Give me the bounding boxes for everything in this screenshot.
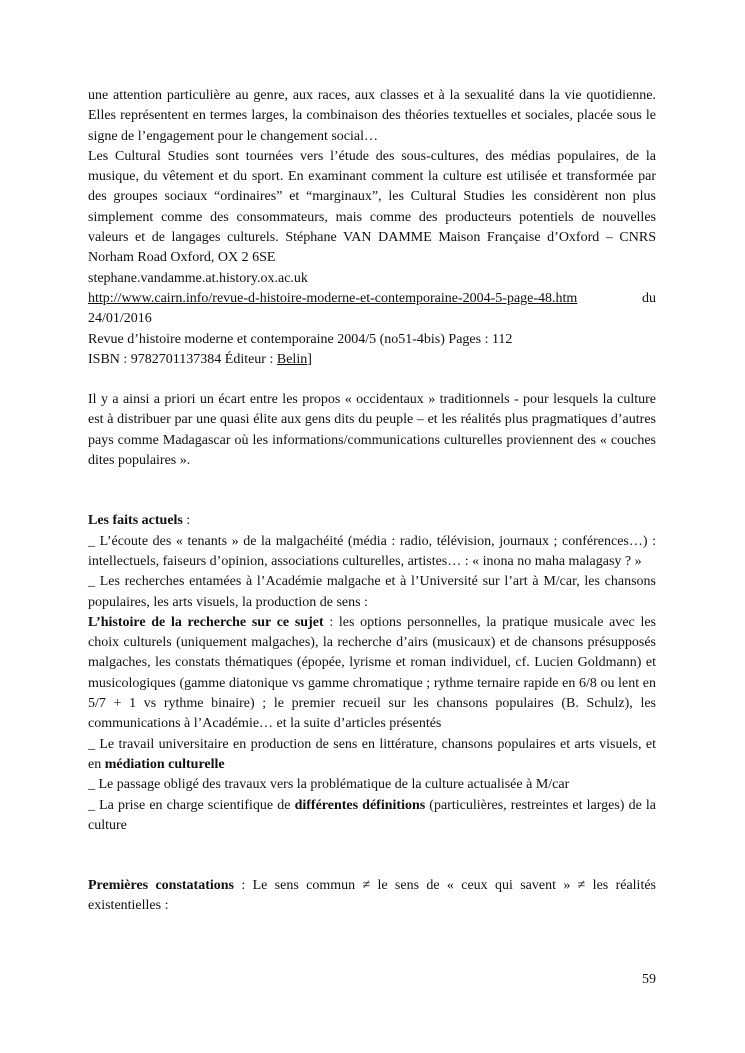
histoire-paragraph [88, 613, 656, 735]
faits-item-3 [88, 735, 656, 776]
faits-item-1: _ L’écoute des « tenants » de la malgachéité (média : radio, télévision, journaux ; conférences…) : intellectuels, faiseurs d’opinion, associations culturelles, artistes… : « inona no maha malagasy ? » [88, 533, 656, 569]
paragraph-intro-1: une attention particulière au genre, aux races, aux classes et à la sexualité dans la vie quotidienne. Elles représentent en termes larges, la combinaison des théories textuelles et sociales, placée sous le signe de l’engagement pour le changement social… [88, 88, 656, 144]
url-row [88, 289, 656, 309]
constatations-paragraph [88, 876, 656, 917]
constatations-bold: Premières constatations [88, 878, 235, 894]
faits-item-5-suffix: (particulières, restreintes et larges) de la culture [88, 797, 656, 833]
editor-link[interactable]: Belin [276, 351, 308, 367]
faits-heading [88, 511, 656, 531]
faits-item-3-bold: médiation culturelle [104, 756, 225, 772]
faits-item-3-text: _ Le travail universitaire en production de sens en littérature, chansons populaires et arts visuels, et en [88, 736, 656, 772]
revue-line: Revue d’histoire moderne et contemporaine 2004/5 (no51-4bis) Pages : 112 [88, 331, 513, 347]
faits-item-5-bold: différentes définitions [294, 797, 426, 813]
faits-item-5 [88, 796, 656, 837]
histoire-bold: L’histoire de la recherche sur ce sujet [88, 614, 324, 630]
faits-heading-colon: : [182, 513, 191, 529]
page-number: 59 [642, 972, 656, 987]
cairn-link[interactable]: http://www.cairn.info/revue-d-histoire-moderne-et-contemporaine-2004-5-page-48.htm [88, 290, 578, 306]
access-date: 24/01/2016 [88, 311, 152, 327]
faits-heading-bold: Les faits actuels [88, 513, 183, 529]
email-line: stephane.vandamme.at.history.ox.ac.uk [88, 270, 308, 286]
url-du: du [642, 290, 656, 306]
paragraph-intro-2: Les Cultural Studies sont tournées vers l’étude des sous-cultures, des médias populaires, de la musique, du vêtement et du sport. En examinant comment la culture est utilisée et transformée par des groupes sociaux “ordinaires” et “marginaux”, les Cultural Studies les considèrent non plus simplement comme des consommateurs, mais comme des producteurs potentiels de nouvelles valeurs et de langages culturels. Stéphane VAN DAMME Maison Française d’Oxford – CNRS Norham Road Oxford, OX 2 6SE [88, 148, 656, 266]
faits-item-2: _ Les recherches entamées à l’Académie malgache et à l’Université sur l’art à M/car, les chansons populaires, les arts visuels, la production de sens : [88, 574, 656, 610]
isbn-text: ISBN : 9782701137384 Éditeur : [88, 351, 277, 367]
page-body [88, 86, 656, 917]
faits-item-4: _ Le passage obligé des travaux vers la problématique de la culture actualisée à M/car [88, 777, 570, 793]
isbn-close: ] [307, 351, 312, 367]
faits-item-5-text: _ La prise en charge scientifique de [88, 797, 295, 813]
isbn-line [88, 350, 656, 370]
constatations-text: : Le sens commun ≠ le sens de « ceux qui savent » ≠ les réalités existentielles : [88, 878, 656, 914]
histoire-text: : les options personnelles, la pratique musicale avec les choix culturels (uniquement malgaches), la recherche d’airs (musicaux) et de chansons présupposés malgaches, les constats thématiques (épopée, lyrisme et roman individuel, cf. Lucien Goldmann) et musicologiques (gamme diatonique vs gamme chromatique ; rythme ternaire rapide en 6/8 ou lent en 5/7 + 1 vs rythme binaire) ; le premier recueil sur les chansons populaires (B. Schulz), les communications à l’Académie… et la suite d’articles présentés [88, 614, 656, 732]
paragraph-ecart: Il y a ainsi a priori un écart entre les propos « occidentaux » traditionnels - pour lesquels la culture est à distribuer par une quasi élite aux gens dits du peuple – et les réalités plus pragmatiques d’autres pays comme Madagascar où les informations/communications culturelles proviennent des « couches dites populaires ». [88, 392, 656, 469]
